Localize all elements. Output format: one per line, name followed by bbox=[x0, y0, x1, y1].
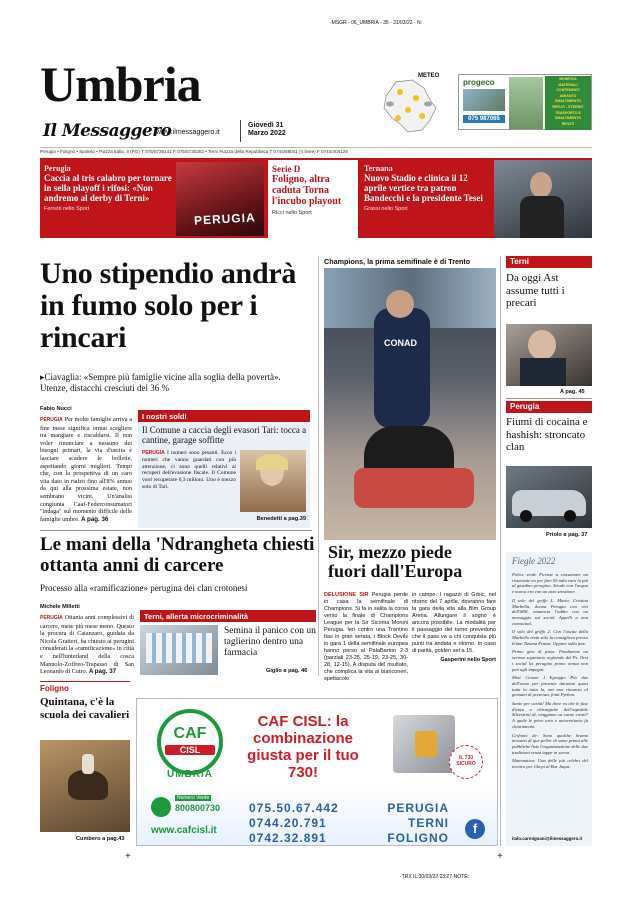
column-item: Matematica: Una delle più celebri del tecnico per Ghepi al Bar Jaque. bbox=[512, 758, 588, 770]
print-slug-top: -MSGR - 06_UMBRIA - 35 - 31/03/22 - N: bbox=[330, 20, 422, 26]
meteo-label: METEO bbox=[418, 73, 440, 79]
caf-cisl-ad[interactable] bbox=[136, 698, 498, 846]
nostri-soldi-body: PERUGIA I numeri sono pesanti. Ecco i numeri che vanno guardati con più attenzione, ci sono quelli relativi ai recuperi dell'evasione fiscale. Il Comune vuol recuperare 6,3 milioni. Uno è mezzo solo di Tari. bbox=[142, 450, 236, 490]
column-title: Fiegle 2022 bbox=[512, 556, 556, 566]
caf-office-city: FOLIGNO bbox=[387, 831, 449, 845]
sun-icon bbox=[413, 95, 419, 101]
print-slug-bottom: -TRX IL:30/03/22 23:27-NOTE: bbox=[400, 874, 469, 880]
caf-office-row bbox=[249, 816, 449, 831]
champions-headline: Sir, mezzo piede fuori dall'Europa bbox=[328, 542, 463, 581]
progeco-worker-photo bbox=[509, 77, 543, 129]
terni-ref: A pag. 45 bbox=[560, 389, 585, 395]
registration-mark: + bbox=[125, 851, 131, 862]
cloud-icon bbox=[424, 102, 432, 107]
sun-icon bbox=[397, 89, 403, 95]
column-item: Grifonet de: Sono qualche brama nessuno di que pellor di some prima alle pubbliche liste l'organizzazione delle due tradizioni senza tappe in scena. bbox=[512, 732, 588, 755]
website-link[interactable]: www.ilmessaggero.it bbox=[156, 129, 220, 136]
lead-body: PERUGIA Per molte famiglie arriva a fine mese significa ormai scegliere tra mangiare e riscaldarsi. Il non voler rinunciare a nessuno dei bisogni primari, la via d'uscita è lasciare scadere le bollette, aspettando giorni migliori. Tempi che, con la prospettiva di un caro vita dato in rialzo fino all'8% annuo da qui alla prossima estate, non sembrano vicini. Un'analisi congiunta Caaf-Federconsumatori "indaga" sul momento difficile delle famiglie umbre. A pag. 36 bbox=[40, 416, 133, 523]
progeco-service-line: BONIFICA bbox=[559, 77, 577, 81]
terni-kicker: Terni bbox=[506, 256, 592, 268]
progeco-service-line: RIFIUTI - ETERNIT bbox=[552, 104, 584, 109]
column-item: Santo per carità! Ma dove va che le fuse d'aneo a chirurgiche dell'ospedale Silvestrini di, viaggiano su carne cresti? A quale le prive urto e universitaria fa chiarimento. bbox=[512, 701, 588, 729]
facebook-icon[interactable]: f bbox=[465, 819, 485, 839]
bandecchi-photo bbox=[494, 160, 592, 238]
caf-office-phone: 0742.32.891 bbox=[249, 831, 327, 845]
ndrangheta-byline: Michele Milletti bbox=[40, 604, 80, 610]
progeco-service-line: MATERIALI bbox=[558, 82, 578, 87]
teaser-ternana[interactable]: Ternana Nuovo Stadio e clinica il 12 aprile vertice tra patron Bandecchi e la presidente Tesei Grassi nello Sport bbox=[364, 164, 483, 212]
edition-date: Giovedì 31 Marzo 2022 bbox=[248, 122, 286, 137]
nostri-soldi-ref: Benedetti a pag.39 bbox=[256, 516, 306, 522]
champions-headline-box bbox=[324, 540, 496, 590]
sun-icon bbox=[395, 115, 401, 121]
terni-allerta-ref: Giglio a pag. 46 bbox=[266, 668, 308, 674]
jersey-text: CONAD bbox=[384, 338, 417, 348]
numero-verde-badge[interactable]: Numero Verde 800800730 bbox=[151, 795, 227, 817]
foligno-ref: Cumbero a pag.43 bbox=[76, 836, 125, 842]
progeco-service-line: CONTENENTI bbox=[556, 88, 580, 93]
terni-headline: Da oggi Ast assume tutti i precari bbox=[506, 272, 565, 309]
nostri-soldi-label: I nostri soldi bbox=[138, 410, 310, 422]
lead-byline: Fabio Nucci bbox=[40, 406, 72, 412]
ndrangheta-headline: Le mani della 'Ndrangheta chiesti ottanta anni di carcere bbox=[40, 534, 315, 576]
volleyball-photo bbox=[324, 268, 496, 540]
quintana-photo bbox=[40, 740, 130, 832]
caf-website[interactable]: www.cafcisl.it bbox=[151, 825, 217, 836]
progeco-service-line: AMIANTO bbox=[559, 93, 577, 98]
perugia-ref: Priolo a pag. 37 bbox=[546, 532, 588, 538]
caf-office-row bbox=[249, 831, 449, 846]
caf-office-row bbox=[249, 801, 449, 816]
champions-label: Champions, la prima semifinale è di Trento bbox=[324, 257, 471, 266]
offices-line: Perugia • Foligno • Spoleto • Piazza Italia, 4 (PG) T 075/5736141 F 075/5730282 • Terni Piazza della Repubblica T 0744/58041 (4 linee) F 0744/404126 bbox=[40, 149, 348, 154]
gossip-column bbox=[506, 552, 592, 846]
caf-cisl-logo: CAF CISL UMBRIA bbox=[151, 709, 229, 783]
masthead-title: Umbria bbox=[40, 56, 201, 112]
progeco-photo bbox=[463, 89, 505, 111]
perugia-headline: Fiumi di cocaina e hashish: stroncato clan bbox=[506, 416, 588, 453]
weather-map bbox=[378, 78, 440, 134]
councillor-photo bbox=[240, 450, 306, 512]
progeco-service-line: RIFIUTI bbox=[561, 121, 575, 126]
foligno-headline: Quintana, c'è la scuola dei cavalieri bbox=[40, 696, 130, 721]
progeco-services-list bbox=[545, 76, 591, 130]
perugia-fans-photo: PERUGIA bbox=[176, 162, 264, 236]
nostri-soldi-headline: Il Comune a caccia degli evasori Tari: tocca a cantine, garage soffitte bbox=[142, 425, 307, 445]
progeco-logo: progeco bbox=[463, 78, 495, 87]
caf-headline: CAF CISL: la combinazione giusta per il tuo 730! bbox=[247, 713, 359, 781]
terni-allerta-label: Terni, allerta microcriminalità bbox=[140, 610, 316, 622]
column-item: Police verde Firenze a consumare un ristorante no per fare 50 mila euro in più al giardino perugino. Strade con l'acqua e nuova era con un asso strazione. bbox=[512, 572, 588, 595]
caf-office-list bbox=[249, 801, 449, 846]
ast-photo bbox=[506, 324, 592, 386]
ndrangheta-body: PERUGIA Ottanta anni complessivi di carcere, mese più mese meno. Questo la procura di Catanzaro, guidata da Nicola Gratteri, ha chiesto ai perugini considerati la «ramificazione» in città e nell'hinterland della cosca Mannolo-Zoffreo-Trapasso di San Leonardo di Cutro. A pag. 37 bbox=[40, 614, 134, 676]
pharmacy-photo bbox=[140, 625, 218, 675]
nostri-soldi-box[interactable] bbox=[138, 410, 310, 528]
column-item: Moti Cenoni I Egrappo Più due dell'ossio per presente duranno quasi tutta la tutta la, ma non rinuncia al gennaio di presenza, fonti Pyrhon. bbox=[512, 675, 588, 698]
sun-icon bbox=[419, 113, 425, 119]
champions-body: DELUSIONE SIR Perugia perde in casa la semifinale di Champions. Si fa in salita la corsa verso la finale di Champions League per la Sir Sicoma Monini Perugia. Ieri contro una Trentino Itas in gran serata, i Block Devils in gara 1 della semifinale europea hanno perso al PalaBarton 2-3 (parziali 23-25, 25-19, 23-25, 30-28, 12-15). A disputa del risultato, che complica la vita ai bianconeri, spettacolo in campo. I ragazzi di Grbic, nel ritorno del 7 aprile, dovranno fare la gara della vita alla Blm Group Arena. Allungare il sogno è ancora possibile. La modalità per il passaggio del turno prevedono che il pass va a chi conquista più punti tra andata e ritorno. In caso di parità, golden set a 15. Gasperini nello Sport bbox=[324, 592, 496, 682]
cloud-icon bbox=[386, 102, 394, 107]
sun-icon bbox=[405, 107, 411, 113]
teaser-perugia[interactable]: Perugia Caccia al tris calabro per tornare in sella playoff i rifosi: «Non andremo al derby di Terni» Ferretti nello Sport bbox=[44, 164, 172, 212]
progeco-phone: 075 987065 bbox=[463, 115, 505, 123]
caf-office-phone: 0744.20.791 bbox=[249, 816, 327, 830]
terni-allerta-headline: Semina il panico con un taglierino dentro una farmacia bbox=[224, 626, 316, 658]
lead-summary: ▸Ciavaglia: «Sempre più famiglie vicine alla soglia della povertà». Utenze, distacchi cresciuti del 36 % bbox=[40, 372, 281, 393]
foligno-kicker: Foligno bbox=[40, 684, 69, 693]
police-car-photo bbox=[506, 466, 592, 528]
ndrangheta-summary: Processo alla «ramificazione» perugina dei clan crotonesi bbox=[40, 583, 248, 593]
newspaper-brand-logo: Il Messaggero bbox=[43, 121, 172, 141]
lead-headline: Uno stipendio andrà in fumo solo per i rincari bbox=[40, 257, 297, 354]
column-item: Il solo del griffo 2. Con l'uscita della Murbello resta solo la consigliera presso Ielam Tiziana Franzi. Oppure sulla fare. bbox=[512, 629, 588, 646]
column-item: Il solo del griffo L. Maria. Cristina Murbella, donna Perugia con vivi dell'MSI, annuncia l'addio con un messaggio sui social. Appelli a non conosciuti. bbox=[512, 597, 588, 626]
caf-office-city: TERNI bbox=[408, 816, 449, 830]
progeco-ad[interactable] bbox=[458, 74, 592, 130]
registration-mark: + bbox=[497, 851, 503, 862]
caf-office-phone: 075.50.67.442 bbox=[249, 801, 339, 815]
progeco-service-line: SMALTIMENTO bbox=[554, 99, 582, 104]
safe-lock-illustration: IL 730 SICURO bbox=[385, 707, 485, 781]
caf-office-city: PERUGIA bbox=[387, 801, 449, 815]
column-item: Primo giro di pista: Finalmente un serioso segretario regionale del Ps. Orsi i social lei perugino primo ormai non può agli impegni. bbox=[512, 649, 588, 672]
column-email[interactable]: italo.carmignani@ilmessaggero.it bbox=[512, 836, 583, 841]
column-items bbox=[512, 572, 588, 773]
progeco-service-line: TRASPORTO E bbox=[555, 110, 581, 115]
teaser-foligno[interactable]: Serie D Foligno, altra caduta Torna l'incubo playout Ricci nello Sport bbox=[268, 160, 358, 238]
perugia-kicker: Perugia bbox=[506, 401, 592, 413]
progeco-service-line: SMALTIMENTO bbox=[554, 116, 582, 121]
